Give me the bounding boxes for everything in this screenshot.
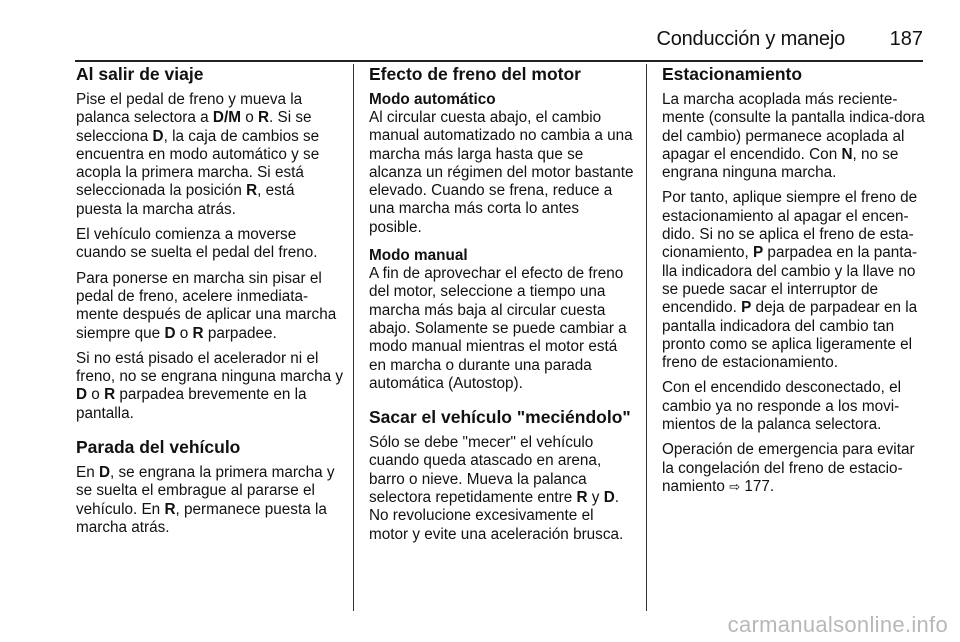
paragraph: En D, se engrana la primera marcha y se suelta el embrague al pararse el vehículo. En R, permanece puesta la marcha atrás.	[76, 464, 335, 536]
heading-estacionamiento: Estacionamiento	[662, 64, 803, 84]
column-divider	[646, 64, 647, 611]
subheading-modo-automatico: Modo automático	[369, 91, 496, 108]
paragraph: Al circular cuesta abajo, el cambio manual automatizado no cambia a una marcha más larga hasta que se alcanza un régimen del motor bastante elevado. Cuando se frena, reduce a una marcha más corta lo antes posible.	[369, 109, 634, 236]
column-divider	[353, 64, 354, 611]
paragraph: Si no está pisado el acelerador ni el freno, no se engrana ninguna marcha y D o R parpadea brevemente en la pantalla.	[76, 349, 344, 422]
heading-al-salir-de-viaje: Al salir de viaje	[76, 64, 204, 84]
heading-efecto-freno-motor: Efecto de freno del motor	[369, 64, 581, 84]
paragraph: Con el encendido desconectado, el cambio ya no responde a los movi-mientos de la palanca selectora.	[662, 379, 901, 434]
paragraph: Pise el pedal de freno y mueva la palanca selectora a D/M o R. Si se selecciona D, la caja de cambios se encuentra en modo automático y se acopla la primera marcha. Si está seleccionada la posición R, está puesta la marcha atrás.	[76, 91, 320, 218]
paragraph: Sólo se debe "mecer" el vehículo cuando queda atascado en arena, barro o nieve. Mueva la palanca selectora repetidamente entre R y D. No revolucione excesivamente el motor y evite una aceleración brusca.	[369, 434, 624, 543]
paragraph: Por tanto, aplique siempre el freno de estacionamiento al apagar el encen-dido. Si no se aplica el freno de esta-cionamiento, P parpadea en la panta-lla indicadora del cambio y la llave no se puede sacar el interruptor de encendido. P deja de parpadear en la pantalla indicadora del cambio tan pronto como se aplica ligeramente el freno de estacionamiento.	[662, 189, 918, 372]
paragraph	[662, 441, 927, 497]
watermark: carmanualsonline.info	[727, 612, 948, 637]
page-reference-arrow-icon: ⇨	[729, 479, 741, 495]
section-title: Conducción y manejo	[656, 28, 845, 50]
paragraph: La marcha acoplada más reciente-mente (consulte la pantalla indica-dora del cambio) permanece acoplada al apagar el encendido. Con N, no se engrana ninguna marcha.	[662, 91, 925, 182]
page-header	[75, 26, 923, 62]
paragraph: A fin de aprovechar el efecto de freno del motor, seleccione a tiempo una marcha más baja al circular cuesta abajo. Solamente se puede cambiar a modo manual mientras el motor está en marcha o durante una parada automática (Autostop).	[369, 265, 627, 392]
heading-parada-del-vehiculo: Parada del vehículo	[76, 437, 241, 458]
column-right	[662, 64, 927, 504]
column-left	[76, 64, 344, 544]
page-number: 187	[889, 28, 923, 50]
subheading-modo-manual: Modo manual	[369, 247, 468, 265]
heading-sacar-vehiculo: Sacar el vehículo "meciéndolo"	[369, 407, 631, 428]
paragraph: Para ponerse en marcha sin pisar el pedal de freno, acelere inmediata-mente después de aplicar una marcha siempre que D o R parpadee.	[76, 269, 337, 342]
paragraph: El vehículo comienza a moverse cuando se suelta el pedal del freno.	[76, 226, 318, 262]
page-reference-link[interactable]: 177.	[744, 477, 775, 495]
paragraph-text: Operación de emergencia para evitar la congelación del freno de estacio-namiento	[662, 441, 915, 495]
column-middle	[369, 64, 635, 551]
